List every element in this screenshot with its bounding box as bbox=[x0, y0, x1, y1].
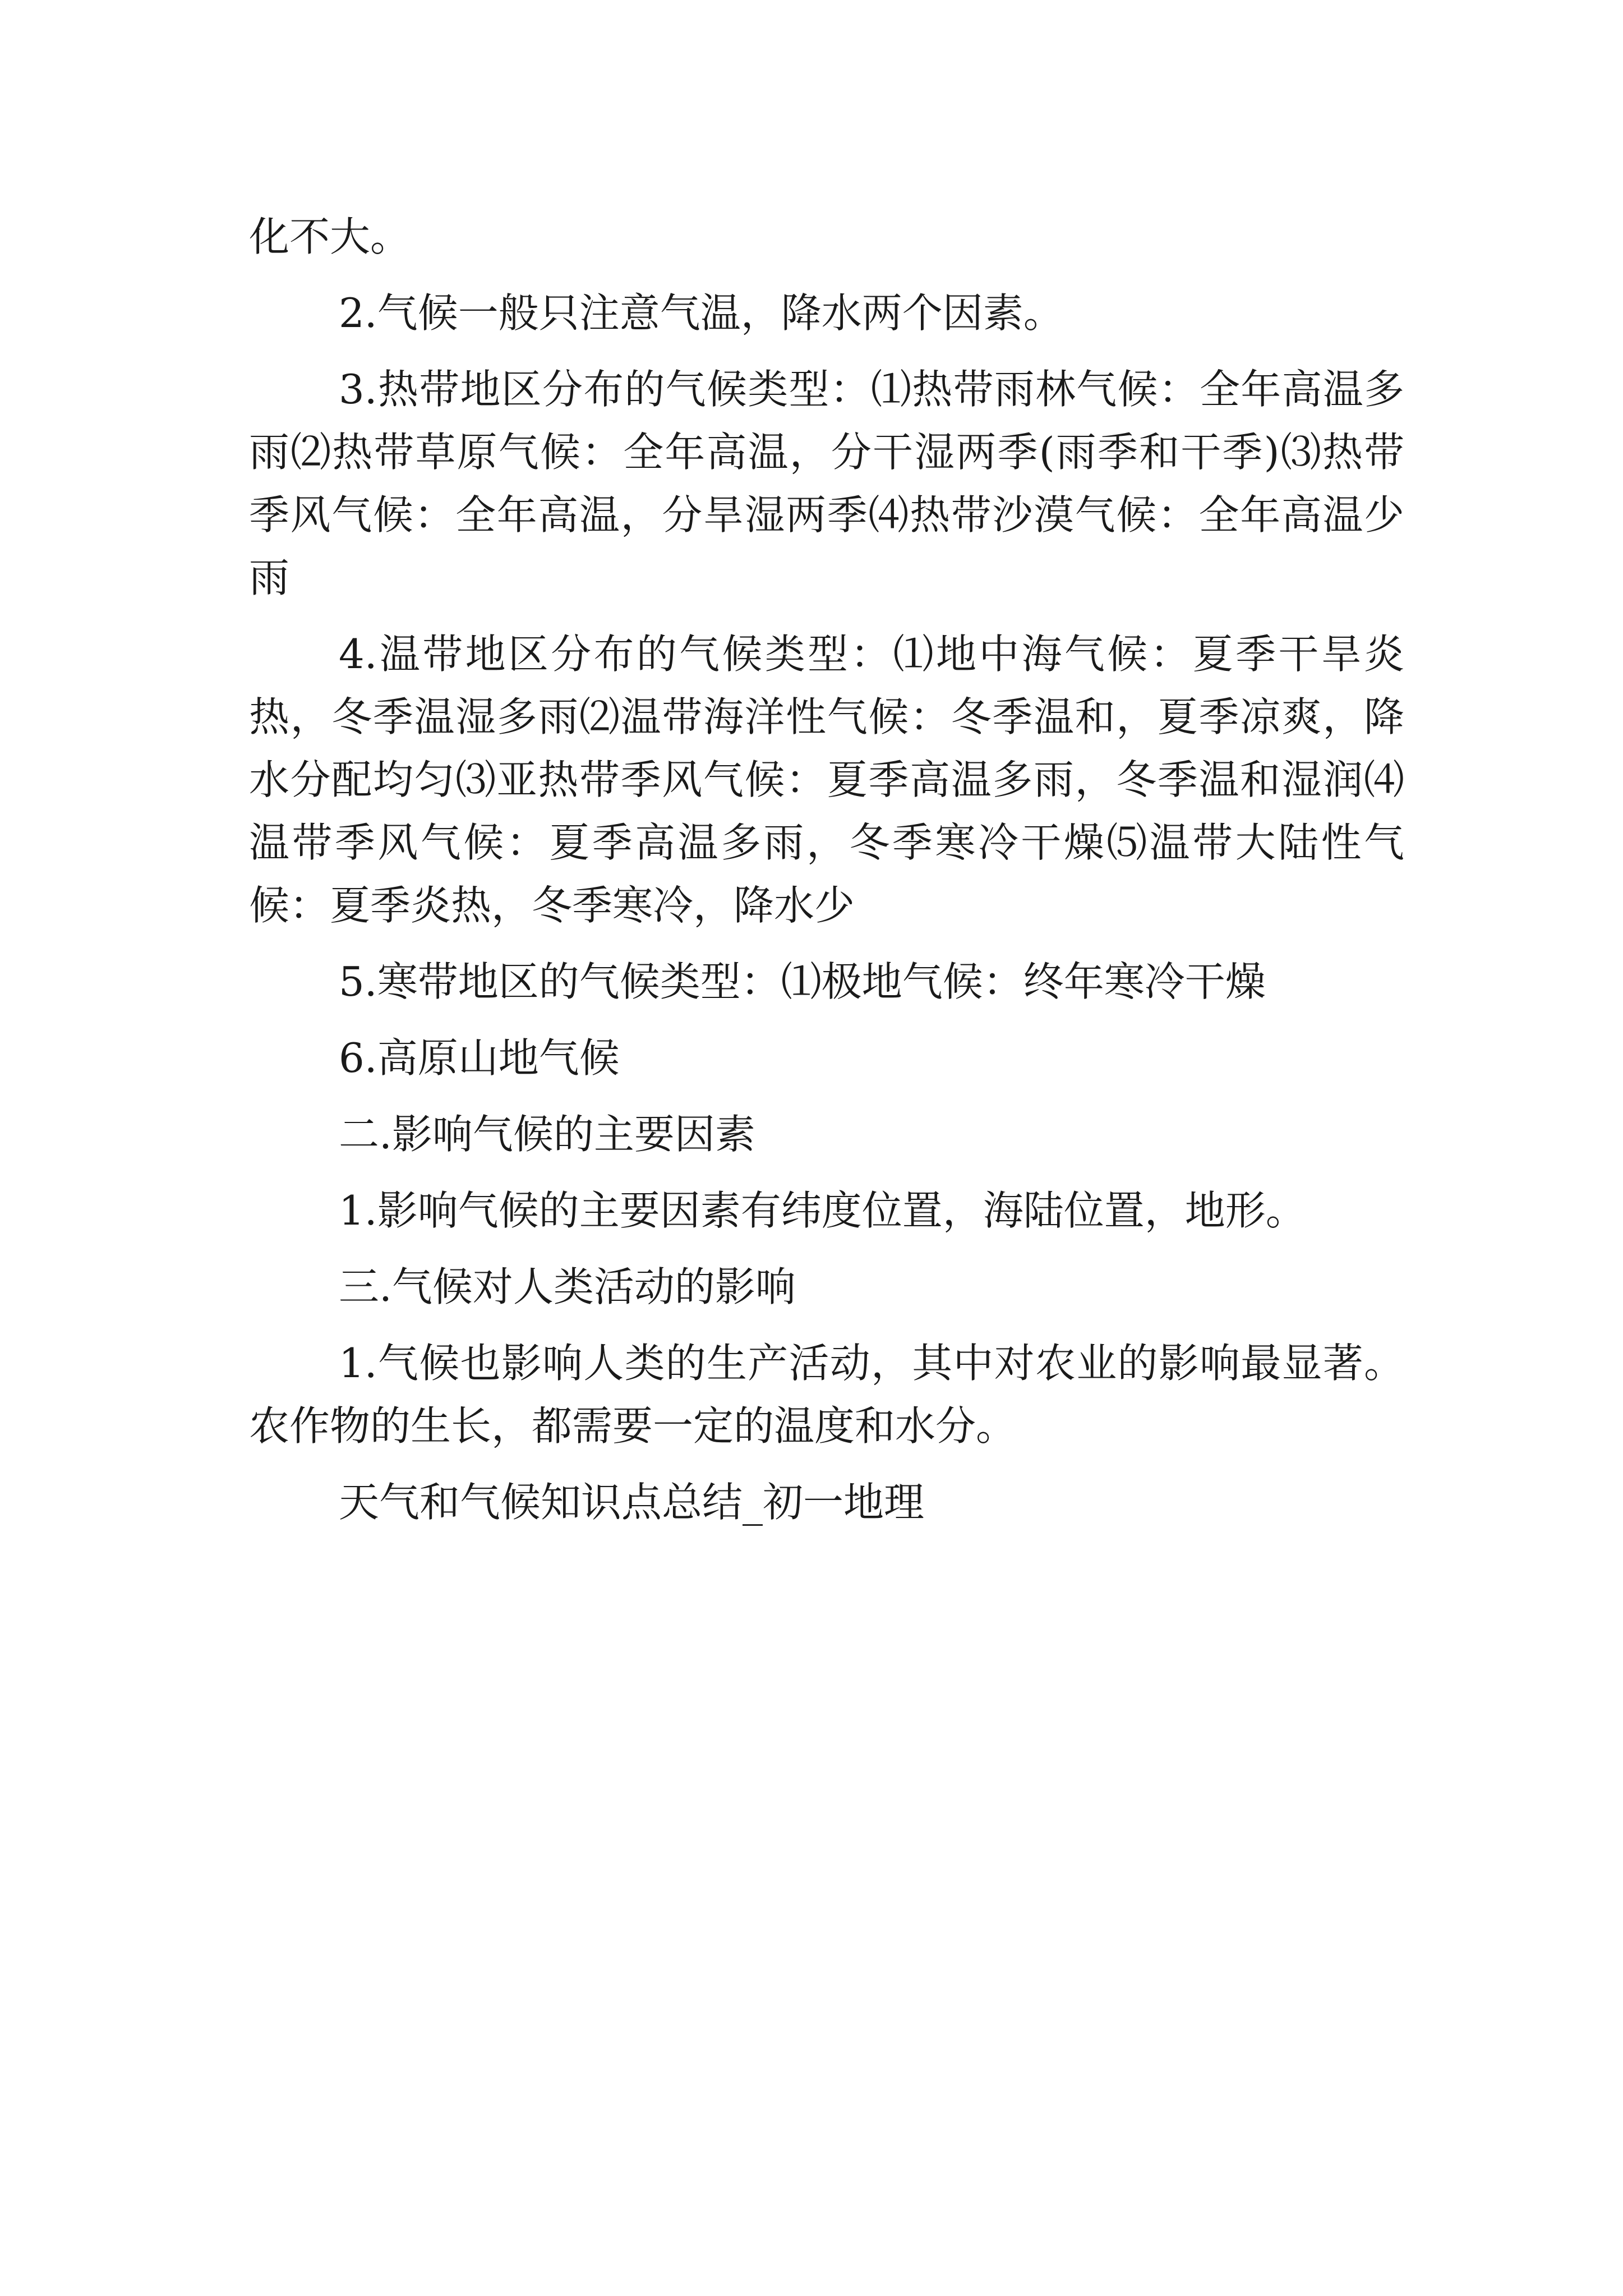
paragraph-item-6: 6.高原山地气候 bbox=[339, 1034, 620, 1082]
document-title-footer: 天气和气候知识点总结_初一地理 bbox=[339, 1479, 925, 1526]
paragraph-section-3-item-1: 1.气候也影响人类的生产活动，其中对农业的影响最显著。农作物的生长，都需要一定的温度和水分。 bbox=[249, 1340, 1404, 1450]
section-heading-2: 二.影响气候的主要因素 bbox=[339, 1111, 755, 1158]
document-body bbox=[249, 205, 1404, 1547]
paragraph-item-3: 3.热带地区分布的气候类型：⑴热带雨林气候：全年高温多雨⑵热带草原气候：全年高温，分干湿两季(雨季和干季)⑶热带季风气候：全年高温，分旱湿两季⑷热带沙漠气候：全年高温少雨 bbox=[249, 366, 1404, 601]
paragraph-item-4: 4.温带地区分布的气候类型：⑴地中海气候：夏季干旱炎热，冬季温湿多雨⑵温带海洋性气候：冬季温和，夏季凉爽，降水分配均匀⑶亚热带季风气候：夏季高温多雨，冬季温和湿润⑷温带季风气候：夏季高温多雨，冬季寒冷干燥⑸温带大陆性气候：夏季炎热，冬季寒冷，降水少 bbox=[249, 631, 1404, 929]
paragraph-item-2: 2.气候一般只注意气温，降水两个因素。 bbox=[339, 289, 1064, 337]
section-heading-3: 三.气候对人类活动的影响 bbox=[339, 1263, 796, 1310]
paragraph-item-5: 5.寒带地区的气候类型：⑴极地气候：终年寒冷干燥 bbox=[339, 958, 1266, 1005]
paragraph-section-2-item-1: 1.影响气候的主要因素有纬度位置，海陆位置，地形。 bbox=[339, 1187, 1306, 1234]
paragraph-continuation: 化不大。 bbox=[249, 213, 411, 260]
